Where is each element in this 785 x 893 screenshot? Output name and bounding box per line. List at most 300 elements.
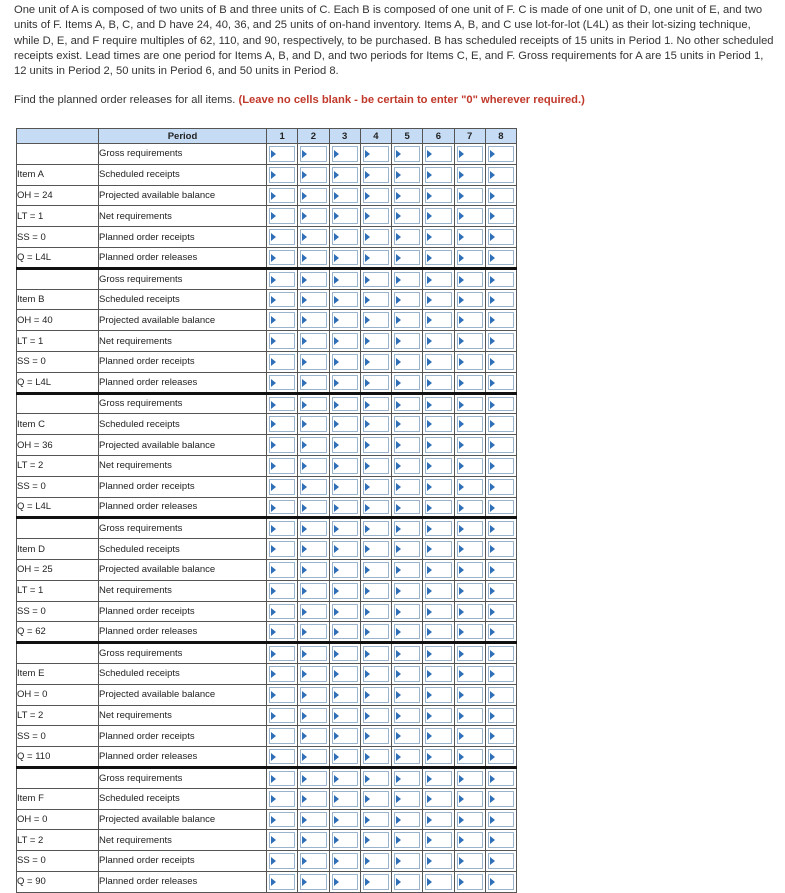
input-marker-icon	[334, 775, 339, 783]
answer-input[interactable]	[457, 708, 483, 724]
answer-input[interactable]	[269, 624, 295, 639]
answer-input[interactable]	[363, 604, 389, 620]
answer-input[interactable]	[269, 541, 295, 557]
answer-input[interactable]	[394, 229, 420, 245]
answer-input[interactable]	[332, 354, 358, 370]
answer-input[interactable]	[425, 874, 451, 890]
answer-input[interactable]	[363, 853, 389, 869]
answer-input[interactable]	[363, 188, 389, 204]
answer-input[interactable]	[300, 272, 326, 287]
answer-input[interactable]	[488, 312, 514, 328]
answer-input[interactable]	[425, 583, 451, 599]
answer-input[interactable]	[269, 666, 295, 682]
answer-input[interactable]	[394, 397, 420, 412]
answer-input[interactable]	[394, 624, 420, 639]
answer-input[interactable]	[332, 708, 358, 724]
answer-input[interactable]	[269, 500, 295, 515]
item-f-projected-available-balance-period-6-cell	[423, 809, 454, 830]
answer-input[interactable]	[300, 333, 326, 349]
answer-input[interactable]	[300, 562, 326, 578]
answer-input[interactable]	[269, 646, 295, 661]
answer-input[interactable]	[300, 791, 326, 807]
answer-input[interactable]	[488, 500, 514, 515]
answer-input[interactable]	[394, 521, 420, 536]
answer-input[interactable]	[457, 832, 483, 848]
answer-input[interactable]	[425, 292, 451, 308]
answer-input[interactable]	[363, 333, 389, 349]
answer-input[interactable]	[332, 771, 358, 786]
answer-input[interactable]	[488, 604, 514, 620]
input-marker-icon	[271, 316, 276, 324]
answer-input[interactable]	[425, 208, 451, 224]
answer-input[interactable]	[363, 771, 389, 786]
answer-input[interactable]	[457, 749, 483, 764]
answer-input[interactable]	[425, 333, 451, 349]
answer-input[interactable]	[488, 646, 514, 661]
answer-input[interactable]	[394, 728, 420, 744]
answer-input[interactable]	[363, 375, 389, 390]
item-e-scheduled-receipts-period-1-cell	[267, 663, 298, 684]
answer-input[interactable]	[363, 749, 389, 764]
answer-input[interactable]	[394, 500, 420, 515]
answer-input[interactable]	[269, 874, 295, 890]
answer-input[interactable]	[332, 292, 358, 308]
answer-input[interactable]	[488, 375, 514, 390]
answer-input[interactable]	[363, 687, 389, 703]
answer-input[interactable]	[363, 416, 389, 432]
answer-input[interactable]	[425, 791, 451, 807]
answer-input[interactable]	[425, 749, 451, 764]
answer-input[interactable]	[300, 541, 326, 557]
answer-input[interactable]	[394, 188, 420, 204]
answer-input[interactable]	[269, 375, 295, 390]
answer-input[interactable]	[332, 397, 358, 412]
answer-input[interactable]	[425, 375, 451, 390]
answer-input[interactable]	[394, 812, 420, 828]
answer-input[interactable]	[300, 312, 326, 328]
answer-input[interactable]	[394, 333, 420, 349]
answer-input[interactable]	[300, 229, 326, 245]
answer-input[interactable]	[488, 397, 514, 412]
answer-input[interactable]	[300, 624, 326, 639]
answer-input[interactable]	[300, 708, 326, 724]
answer-input[interactable]	[269, 354, 295, 370]
answer-input[interactable]	[332, 874, 358, 890]
answer-input[interactable]	[425, 500, 451, 515]
answer-input[interactable]	[394, 771, 420, 786]
answer-input[interactable]	[300, 812, 326, 828]
answer-input[interactable]	[457, 771, 483, 786]
answer-input[interactable]	[363, 146, 389, 162]
answer-input[interactable]	[425, 146, 451, 162]
answer-input[interactable]	[363, 458, 389, 474]
answer-input[interactable]	[425, 604, 451, 620]
answer-input[interactable]	[363, 791, 389, 807]
answer-input[interactable]	[425, 250, 451, 265]
answer-input[interactable]	[425, 437, 451, 453]
answer-input[interactable]	[300, 521, 326, 536]
answer-input[interactable]	[332, 687, 358, 703]
answer-input[interactable]	[300, 771, 326, 786]
answer-input[interactable]	[457, 167, 483, 183]
answer-input[interactable]	[488, 749, 514, 764]
answer-input[interactable]	[269, 604, 295, 620]
answer-input[interactable]	[394, 312, 420, 328]
answer-input[interactable]	[457, 375, 483, 390]
answer-input[interactable]	[269, 416, 295, 432]
answer-input[interactable]	[457, 188, 483, 204]
answer-input[interactable]	[332, 167, 358, 183]
answer-input[interactable]	[363, 562, 389, 578]
answer-input[interactable]	[457, 458, 483, 474]
answer-input[interactable]	[269, 250, 295, 265]
answer-input[interactable]	[363, 646, 389, 661]
answer-input[interactable]	[394, 708, 420, 724]
answer-input[interactable]	[332, 562, 358, 578]
answer-input[interactable]	[363, 437, 389, 453]
answer-input[interactable]	[488, 832, 514, 848]
answer-input[interactable]	[425, 832, 451, 848]
answer-input[interactable]	[488, 541, 514, 557]
answer-input[interactable]	[332, 624, 358, 639]
answer-input[interactable]	[363, 229, 389, 245]
answer-input[interactable]	[332, 666, 358, 682]
answer-input[interactable]	[488, 874, 514, 890]
answer-input[interactable]	[457, 646, 483, 661]
answer-input[interactable]	[300, 437, 326, 453]
answer-input[interactable]	[363, 728, 389, 744]
answer-input[interactable]	[394, 250, 420, 265]
answer-input[interactable]	[300, 583, 326, 599]
answer-input[interactable]	[300, 188, 326, 204]
answer-input[interactable]	[425, 666, 451, 682]
answer-input[interactable]	[425, 624, 451, 639]
answer-input[interactable]	[269, 333, 295, 349]
answer-input[interactable]	[488, 458, 514, 474]
answer-input[interactable]	[425, 458, 451, 474]
answer-input[interactable]	[332, 229, 358, 245]
answer-input[interactable]	[300, 646, 326, 661]
answer-input[interactable]	[269, 728, 295, 744]
answer-input[interactable]	[425, 728, 451, 744]
answer-input[interactable]	[488, 521, 514, 536]
answer-input[interactable]	[457, 333, 483, 349]
answer-input[interactable]	[332, 250, 358, 265]
answer-input[interactable]	[457, 416, 483, 432]
answer-input[interactable]	[363, 354, 389, 370]
answer-input[interactable]	[300, 397, 326, 412]
answer-input[interactable]	[363, 397, 389, 412]
answer-input[interactable]	[332, 188, 358, 204]
answer-input[interactable]	[332, 853, 358, 869]
answer-input[interactable]	[332, 500, 358, 515]
answer-input[interactable]	[457, 500, 483, 515]
answer-input[interactable]	[457, 687, 483, 703]
answer-input[interactable]	[488, 416, 514, 432]
answer-input[interactable]	[457, 541, 483, 557]
answer-input[interactable]	[488, 791, 514, 807]
answer-input[interactable]	[425, 541, 451, 557]
answer-input[interactable]	[269, 229, 295, 245]
answer-input[interactable]	[425, 646, 451, 661]
answer-input[interactable]	[332, 146, 358, 162]
answer-input[interactable]	[394, 646, 420, 661]
answer-input[interactable]	[363, 708, 389, 724]
answer-input[interactable]	[488, 853, 514, 869]
answer-input[interactable]	[363, 874, 389, 890]
answer-input[interactable]	[363, 272, 389, 287]
answer-input[interactable]	[457, 312, 483, 328]
answer-input[interactable]	[332, 604, 358, 620]
answer-input[interactable]	[332, 541, 358, 557]
answer-input[interactable]	[332, 583, 358, 599]
answer-input[interactable]	[394, 791, 420, 807]
answer-input[interactable]	[394, 562, 420, 578]
answer-input[interactable]	[363, 250, 389, 265]
answer-input[interactable]	[332, 375, 358, 390]
answer-input[interactable]	[300, 853, 326, 869]
answer-input[interactable]	[269, 812, 295, 828]
answer-input[interactable]	[457, 354, 483, 370]
answer-input[interactable]	[457, 521, 483, 536]
answer-input[interactable]	[425, 853, 451, 869]
answer-input[interactable]	[300, 354, 326, 370]
answer-input[interactable]	[425, 479, 451, 495]
answer-input[interactable]	[457, 728, 483, 744]
answer-input[interactable]	[363, 832, 389, 848]
answer-input[interactable]	[332, 479, 358, 495]
answer-input[interactable]	[332, 812, 358, 828]
answer-input[interactable]	[425, 188, 451, 204]
answer-input[interactable]	[363, 521, 389, 536]
answer-input[interactable]	[269, 208, 295, 224]
answer-input[interactable]	[457, 604, 483, 620]
answer-input[interactable]	[269, 397, 295, 412]
answer-input[interactable]	[363, 312, 389, 328]
answer-input[interactable]	[269, 791, 295, 807]
answer-input[interactable]	[300, 874, 326, 890]
answer-input[interactable]	[332, 749, 358, 764]
answer-input[interactable]	[394, 832, 420, 848]
answer-input[interactable]	[457, 853, 483, 869]
answer-input[interactable]	[488, 728, 514, 744]
answer-input[interactable]	[457, 812, 483, 828]
answer-input[interactable]	[363, 292, 389, 308]
answer-input[interactable]	[332, 312, 358, 328]
answer-input[interactable]	[457, 397, 483, 412]
answer-input[interactable]	[269, 188, 295, 204]
answer-input[interactable]	[425, 229, 451, 245]
answer-input[interactable]	[300, 666, 326, 682]
answer-input[interactable]	[488, 292, 514, 308]
answer-input[interactable]	[425, 167, 451, 183]
answer-input[interactable]	[425, 312, 451, 328]
answer-input[interactable]	[394, 666, 420, 682]
answer-input[interactable]	[363, 624, 389, 639]
answer-input[interactable]	[394, 416, 420, 432]
answer-input[interactable]	[363, 812, 389, 828]
answer-input[interactable]	[300, 479, 326, 495]
answer-input[interactable]	[394, 146, 420, 162]
answer-input[interactable]	[394, 354, 420, 370]
answer-input[interactable]	[488, 771, 514, 786]
answer-input[interactable]	[457, 146, 483, 162]
answer-input[interactable]	[488, 812, 514, 828]
answer-input[interactable]	[332, 272, 358, 287]
answer-input[interactable]	[457, 229, 483, 245]
answer-input[interactable]	[457, 208, 483, 224]
answer-input[interactable]	[488, 272, 514, 287]
answer-input[interactable]	[332, 832, 358, 848]
answer-input[interactable]	[457, 583, 483, 599]
answer-input[interactable]	[269, 146, 295, 162]
input-marker-icon	[396, 795, 401, 803]
answer-input[interactable]	[394, 874, 420, 890]
answer-input[interactable]	[394, 749, 420, 764]
answer-input[interactable]	[269, 853, 295, 869]
answer-input[interactable]	[300, 604, 326, 620]
answer-input[interactable]	[488, 624, 514, 639]
answer-input[interactable]	[488, 333, 514, 349]
answer-input[interactable]	[269, 708, 295, 724]
answer-input[interactable]	[269, 292, 295, 308]
answer-input[interactable]	[332, 333, 358, 349]
answer-input[interactable]	[425, 562, 451, 578]
answer-input[interactable]	[394, 208, 420, 224]
answer-input[interactable]	[425, 416, 451, 432]
answer-input[interactable]	[300, 146, 326, 162]
answer-input[interactable]	[300, 458, 326, 474]
answer-input[interactable]	[332, 208, 358, 224]
answer-input[interactable]	[300, 208, 326, 224]
answer-input[interactable]	[394, 687, 420, 703]
answer-input[interactable]	[457, 791, 483, 807]
answer-input[interactable]	[269, 771, 295, 786]
answer-input[interactable]	[488, 708, 514, 724]
answer-input[interactable]	[363, 500, 389, 515]
answer-input[interactable]	[488, 354, 514, 370]
answer-input[interactable]	[425, 771, 451, 786]
answer-input[interactable]	[457, 874, 483, 890]
input-marker-icon	[334, 608, 339, 616]
answer-input[interactable]	[363, 208, 389, 224]
answer-input[interactable]	[488, 562, 514, 578]
answer-input[interactable]	[300, 167, 326, 183]
answer-input[interactable]	[457, 250, 483, 265]
answer-input[interactable]	[488, 146, 514, 162]
answer-input[interactable]	[488, 229, 514, 245]
answer-input[interactable]	[488, 167, 514, 183]
answer-input[interactable]	[394, 272, 420, 287]
answer-input[interactable]	[457, 292, 483, 308]
answer-input[interactable]	[300, 416, 326, 432]
answer-input[interactable]	[363, 666, 389, 682]
answer-input[interactable]	[488, 437, 514, 453]
answer-input[interactable]	[332, 728, 358, 744]
answer-input[interactable]	[488, 687, 514, 703]
answer-input[interactable]	[457, 437, 483, 453]
answer-input[interactable]	[300, 728, 326, 744]
answer-input[interactable]	[300, 500, 326, 515]
answer-input[interactable]	[394, 458, 420, 474]
answer-input[interactable]	[425, 708, 451, 724]
answer-input[interactable]	[332, 521, 358, 536]
answer-input[interactable]	[363, 167, 389, 183]
item-f-planned-order-receipts-period-1-cell	[267, 851, 298, 872]
answer-input[interactable]	[269, 479, 295, 495]
answer-input[interactable]	[300, 687, 326, 703]
answer-input[interactable]	[394, 167, 420, 183]
answer-input[interactable]	[425, 397, 451, 412]
answer-input[interactable]	[488, 250, 514, 265]
answer-input[interactable]	[269, 458, 295, 474]
answer-input[interactable]	[488, 583, 514, 599]
item-a-gross-requirements-period-4-cell	[360, 144, 391, 165]
answer-input[interactable]	[394, 541, 420, 557]
answer-input[interactable]	[457, 272, 483, 287]
answer-input[interactable]	[300, 749, 326, 764]
answer-input[interactable]	[488, 479, 514, 495]
answer-input[interactable]	[488, 666, 514, 682]
answer-input[interactable]	[363, 479, 389, 495]
answer-input[interactable]	[300, 832, 326, 848]
answer-input[interactable]	[332, 458, 358, 474]
answer-input[interactable]	[300, 292, 326, 308]
answer-input[interactable]	[425, 272, 451, 287]
answer-input[interactable]	[363, 583, 389, 599]
answer-input[interactable]	[394, 375, 420, 390]
answer-input[interactable]	[269, 167, 295, 183]
answer-input[interactable]	[457, 666, 483, 682]
answer-input[interactable]	[332, 416, 358, 432]
answer-input[interactable]	[394, 479, 420, 495]
item-a-planned-order-releases-row	[17, 247, 517, 268]
answer-input[interactable]	[269, 437, 295, 453]
answer-input[interactable]	[269, 562, 295, 578]
answer-input[interactable]	[269, 749, 295, 764]
answer-input[interactable]	[363, 541, 389, 557]
answer-input[interactable]	[332, 791, 358, 807]
answer-input[interactable]	[269, 583, 295, 599]
answer-input[interactable]	[425, 354, 451, 370]
answer-input[interactable]	[457, 479, 483, 495]
answer-input[interactable]	[269, 521, 295, 536]
answer-input[interactable]	[425, 812, 451, 828]
answer-input[interactable]	[269, 832, 295, 848]
answer-input[interactable]	[457, 562, 483, 578]
answer-input[interactable]	[332, 437, 358, 453]
answer-input[interactable]	[269, 687, 295, 703]
item-e-projected-available-balance-period-1-cell	[267, 684, 298, 705]
answer-input[interactable]	[425, 687, 451, 703]
answer-input[interactable]	[394, 292, 420, 308]
answer-input[interactable]	[394, 437, 420, 453]
answer-input[interactable]	[394, 853, 420, 869]
answer-input[interactable]	[300, 250, 326, 265]
answer-input[interactable]	[394, 604, 420, 620]
answer-input[interactable]	[269, 312, 295, 328]
answer-input[interactable]	[394, 583, 420, 599]
answer-input[interactable]	[488, 188, 514, 204]
row-label-gross-requirements: Gross requirements	[99, 767, 267, 788]
answer-input[interactable]	[488, 208, 514, 224]
answer-input[interactable]	[457, 624, 483, 639]
answer-input[interactable]	[332, 646, 358, 661]
answer-input[interactable]	[269, 272, 295, 287]
item-f-projected-available-balance-period-5-cell	[392, 809, 423, 830]
answer-input[interactable]	[425, 521, 451, 536]
answer-input[interactable]	[300, 375, 326, 390]
